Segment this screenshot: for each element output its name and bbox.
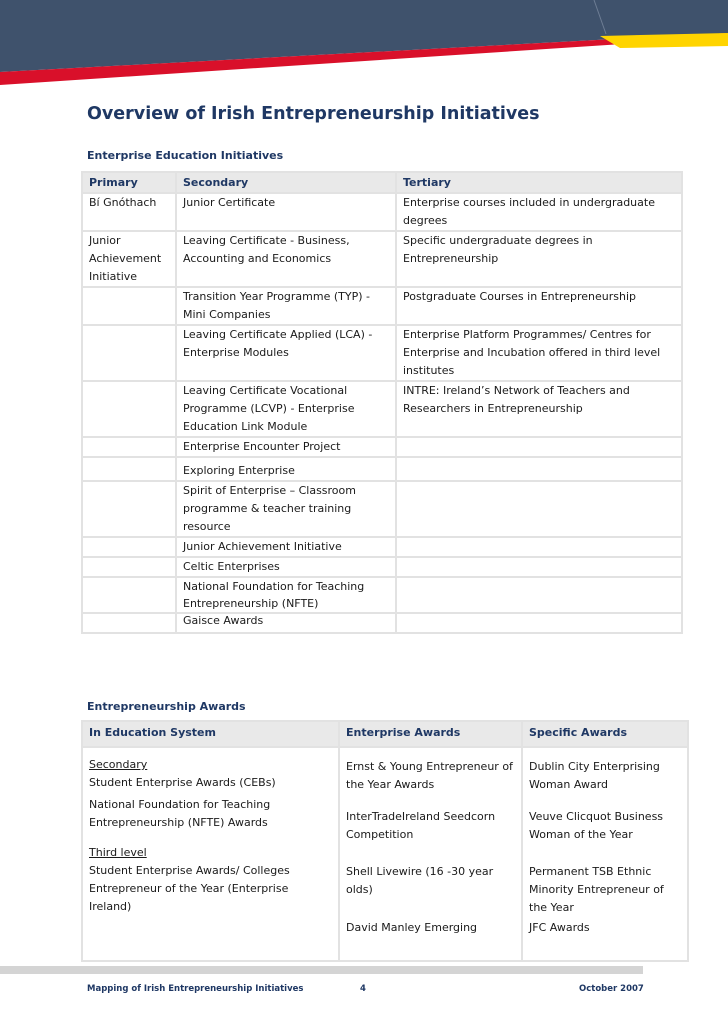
- secondary-cell: Gaisce Awards: [176, 613, 396, 633]
- award-item: Permanent TSB Ethnic Minority Entrepreneur of the Year: [529, 865, 664, 914]
- table-header-row: [82, 721, 688, 747]
- award-item: JFC Awards: [529, 921, 590, 934]
- table-row: [82, 481, 682, 537]
- secondary-cell: Celtic Enterprises: [176, 557, 396, 577]
- primary-cell: [82, 577, 176, 613]
- secondary-cell: Junior Certificate: [176, 193, 396, 231]
- footer-date: October 2007: [579, 984, 644, 994]
- primary-cell: [82, 613, 176, 633]
- footer-document-title: Mapping of Irish Entrepreneurship Initiatives: [87, 984, 304, 994]
- tertiary-cell: [396, 457, 682, 481]
- footer-divider: [0, 966, 643, 974]
- award-item: David Manley Emerging: [346, 921, 478, 934]
- table-row: [82, 325, 682, 381]
- table-row: [82, 231, 682, 287]
- column-header-primary: Primary: [82, 172, 176, 193]
- page-title: Overview of Irish Entrepreneurship Initiatives: [87, 104, 540, 124]
- primary-cell: [82, 557, 176, 577]
- specific-awards-cell: [522, 747, 688, 961]
- primary-cell: [82, 481, 176, 537]
- primary-cell: [82, 325, 176, 381]
- table-row: [82, 747, 688, 961]
- primary-cell: [82, 381, 176, 437]
- column-header-specific: Specific Awards: [522, 721, 688, 747]
- tertiary-cell: [396, 557, 682, 577]
- primary-cell: [82, 457, 176, 481]
- table-row: [82, 457, 682, 481]
- education-initiatives-table: [81, 171, 683, 634]
- secondary-cell: Spirit of Enterprise – Classroom programme & teacher training resource: [176, 481, 396, 537]
- entrepreneurship-awards-table: [81, 720, 689, 962]
- column-header-education: In Education System: [82, 721, 339, 747]
- table-row: [82, 193, 682, 231]
- table-row: [82, 577, 682, 613]
- tertiary-cell: Enterprise Platform Programmes/ Centres for Enterprise and Incubation offered in third level institutes: [396, 325, 682, 381]
- tertiary-cell: [396, 437, 682, 457]
- table-header-row: [82, 172, 682, 193]
- header-banner: [0, 0, 728, 105]
- secondary-cell: National Foundation for Teaching Entrepreneurship (NFTE): [176, 577, 396, 613]
- table-row: [82, 381, 682, 437]
- tertiary-cell: Postgraduate Courses in Entrepreneurship: [396, 287, 682, 325]
- secondary-cell: Leaving Certificate Vocational Programme (LCVP) - Enterprise Education Link Module: [176, 381, 396, 437]
- secondary-cell: Exploring Enterprise: [176, 457, 396, 481]
- primary-cell: [82, 537, 176, 557]
- secondary-cell: Transition Year Programme (TYP) - Mini Companies: [176, 287, 396, 325]
- tertiary-cell: [396, 577, 682, 613]
- student-enterprise-awards: Student Enterprise Awards (CEBs): [89, 776, 276, 789]
- section-heading-awards: Entrepreneurship Awards: [87, 700, 246, 713]
- award-item: Ernst & Young Entrepreneur of the Year Awards: [346, 760, 513, 791]
- secondary-cell: Leaving Certificate - Business, Accounting and Economics: [176, 231, 396, 287]
- secondary-label: Secondary: [89, 758, 148, 771]
- primary-cell: [82, 437, 176, 457]
- tertiary-cell: Enterprise courses included in undergraduate degrees: [396, 193, 682, 231]
- award-item: InterTradeIreland Seedcorn Competition: [346, 810, 496, 841]
- primary-cell: [82, 287, 176, 325]
- award-item: Dublin City Enterprising Woman Award: [529, 760, 660, 791]
- tertiary-cell: [396, 481, 682, 537]
- award-item: Shell Livewire (16 -30 year olds): [346, 865, 494, 896]
- table-row: [82, 557, 682, 577]
- table-row: [82, 437, 682, 457]
- education-awards-cell: [82, 747, 339, 961]
- tertiary-cell: [396, 537, 682, 557]
- secondary-cell: Leaving Certificate Applied (LCA) - Enterprise Modules: [176, 325, 396, 381]
- tertiary-cell: INTRE: Ireland’s Network of Teachers and Researchers in Entrepreneurship: [396, 381, 682, 437]
- secondary-cell: Junior Achievement Initiative: [176, 537, 396, 557]
- column-header-enterprise: Enterprise Awards: [339, 721, 522, 747]
- tertiary-cell: Specific undergraduate degrees in Entrepreneurship: [396, 231, 682, 287]
- colleges-awards: Student Enterprise Awards/ Colleges Entrepreneur of the Year (Enterprise Ireland): [89, 864, 290, 913]
- table-row: [82, 537, 682, 557]
- table-row: [82, 287, 682, 325]
- section-heading-education: Enterprise Education Initiatives: [87, 149, 284, 162]
- primary-cell: Junior Achievement Initiative: [82, 231, 176, 287]
- award-item: Veuve Clicquot Business Woman of the Year: [529, 810, 664, 841]
- column-header-secondary: Secondary: [176, 172, 396, 193]
- secondary-cell: Enterprise Encounter Project: [176, 437, 396, 457]
- enterprise-awards-cell: [339, 747, 522, 961]
- table-row: [82, 613, 682, 633]
- primary-cell: Bí Gnóthach: [82, 193, 176, 231]
- tertiary-cell: [396, 613, 682, 633]
- third-level-label: Third level: [89, 846, 147, 859]
- footer-page-number: 4: [360, 984, 366, 994]
- nfte-awards: National Foundation for Teaching Entrepreneurship (NFTE) Awards: [89, 798, 271, 829]
- column-header-tertiary: Tertiary: [396, 172, 682, 193]
